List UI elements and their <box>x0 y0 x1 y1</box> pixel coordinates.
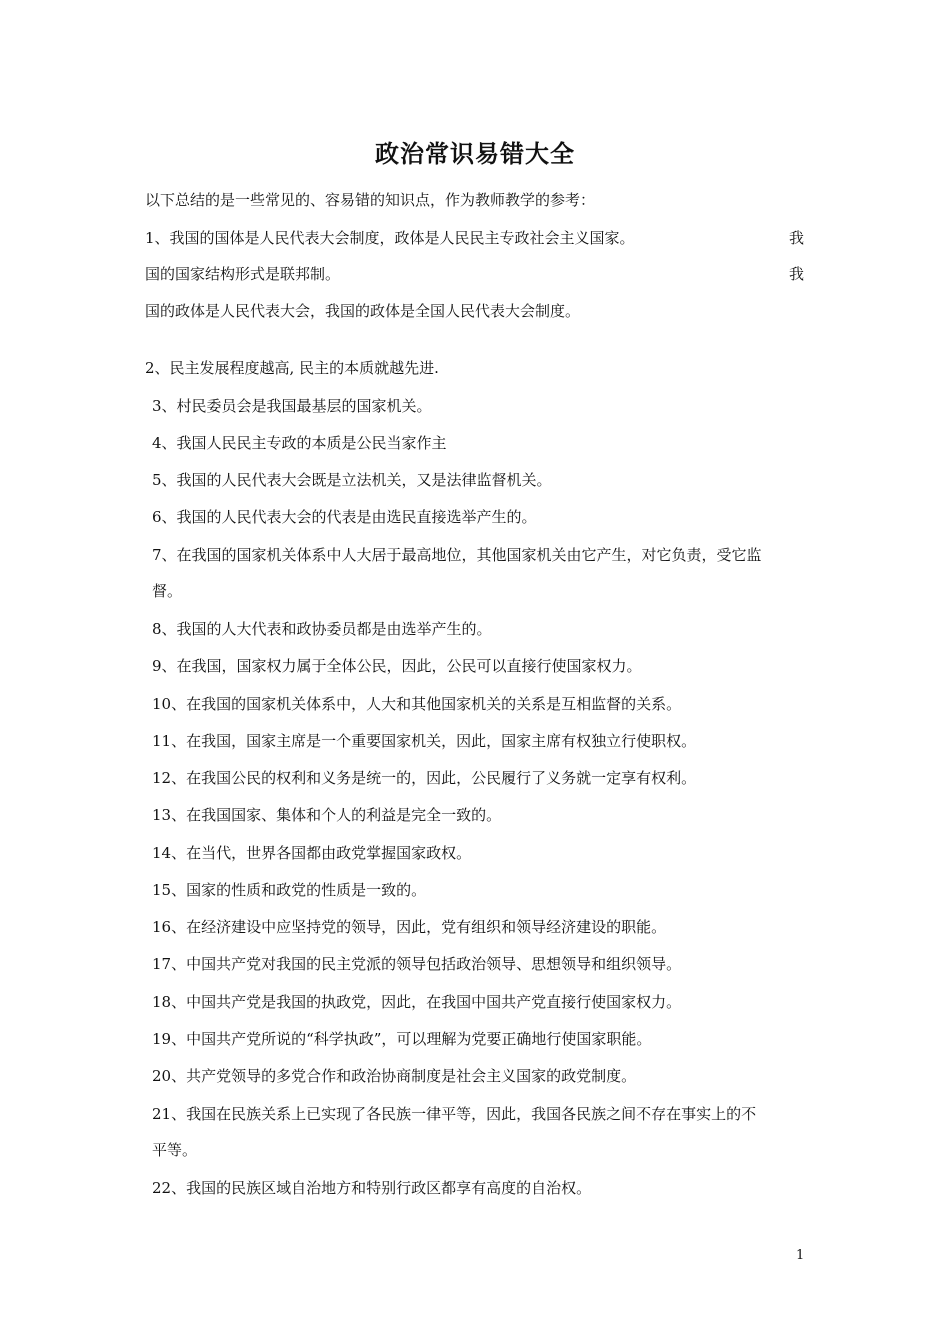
item-1-line-1-end: 我 <box>789 229 805 247</box>
list-item: 19、中国共产党所说的“科学执政”，可以理解为党要正确地行使国家职能。 <box>152 1030 652 1048</box>
list-item: 3、村民委员会是我国最基层的国家机关。 <box>152 397 432 415</box>
list-item: 4、我国人民民主专政的本质是公民当家作主 <box>152 434 447 452</box>
item-1-line-2-end: 我 <box>789 265 805 283</box>
list-item: 7、在我国的国家机关体系中人大居于最高地位，其他国家机关由它产生，对它负责，受它监 <box>152 546 762 564</box>
intro-text: 以下总结的是一些常见的、容易错的知识点，作为教师教学的参考： <box>145 191 596 209</box>
page-title: 政治常识易错大全 <box>375 140 575 168</box>
item-1-line-3: 国的政体是人民代表大会，我国的政体是全国人民代表大会制度。 <box>145 302 581 320</box>
list-item-continuation: 督。 <box>152 582 183 600</box>
item-1-line-2: 国的国家结构形式是联邦制。 <box>145 265 341 283</box>
list-item-continuation: 平等。 <box>152 1141 198 1159</box>
list-item: 20、共产党领导的多党合作和政治协商制度是社会主义国家的政党制度。 <box>152 1067 637 1085</box>
list-item: 21、我国在民族关系上已实现了各民族一律平等，因此，我国各民族之间不存在事实上的不 <box>152 1105 757 1123</box>
list-item: 15、国家的性质和政党的性质是一致的。 <box>152 881 427 899</box>
list-item: 2、民主发展程度越高, 民主的本质就越先进. <box>145 359 439 377</box>
list-item: 14、在当代，世界各国都由政党掌握国家政权。 <box>152 844 472 862</box>
list-item: 9、在我国，国家权力属于全体公民，因此，公民可以直接行使国家权力。 <box>152 657 642 675</box>
list-item: 6、我国的人民代表大会的代表是由选民直接选举产生的。 <box>152 508 537 526</box>
list-item: 13、在我国国家、集体和个人的利益是完全一致的。 <box>152 806 502 824</box>
list-item: 12、在我国公民的权利和义务是统一的，因此，公民履行了义务就一定享有权利。 <box>152 769 697 787</box>
list-item: 8、我国的人大代表和政协委员都是由选举产生的。 <box>152 620 492 638</box>
list-item: 16、在经济建设中应坚持党的领导，因此，党有组织和领导经济建设的职能。 <box>152 918 667 936</box>
page-number: 1 <box>796 1248 805 1263</box>
item-1-line-1: 1、我国的国体是人民代表大会制度，政体是人民民主专政社会主义国家。 <box>145 229 635 247</box>
list-item: 18、中国共产党是我国的执政党，因此，在我国中国共产党直接行使国家权力。 <box>152 993 682 1011</box>
list-item: 11、在我国，国家主席是一个重要国家机关，因此，国家主席有权独立行使职权。 <box>152 732 697 750</box>
list-item: 10、在我国的国家机关体系中，人大和其他国家机关的关系是互相监督的关系。 <box>152 695 682 713</box>
list-item: 17、中国共产党对我国的民主党派的领导包括政治领导、思想领导和组织领导。 <box>152 955 682 973</box>
list-item: 5、我国的人民代表大会既是立法机关，又是法律监督机关。 <box>152 471 552 489</box>
list-item: 22、我国的民族区域自治地方和特别行政区都享有高度的自治权。 <box>152 1179 592 1197</box>
